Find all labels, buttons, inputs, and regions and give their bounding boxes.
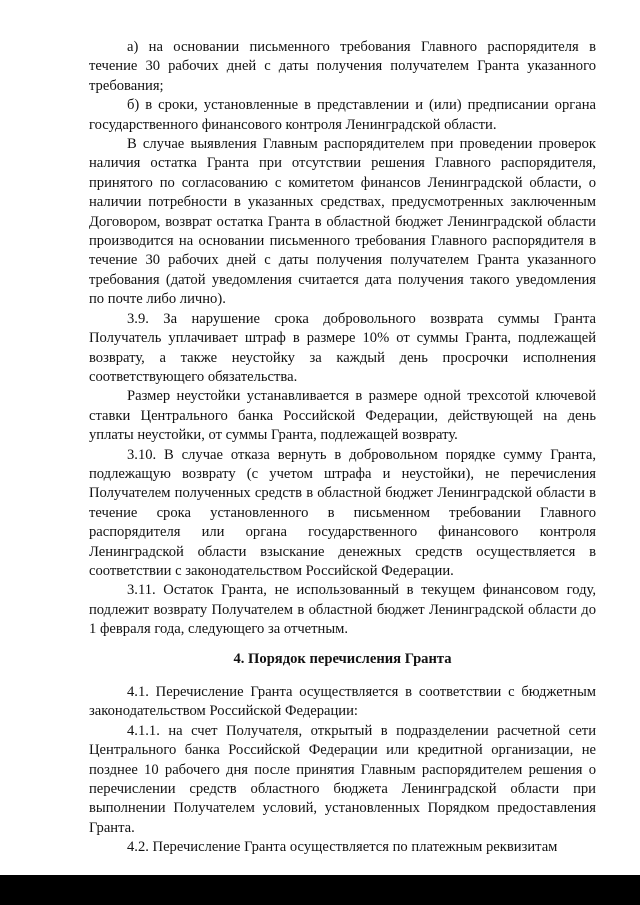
paragraph-4-1: 4.1. Перечисление Гранта осуществляется в соответствии с бюджетным законодательством Российской Федерации:	[89, 684, 596, 720]
document-body	[89, 38, 596, 858]
section-heading: 4. Порядок перечисления Гранта	[233, 650, 452, 667]
paragraph-4-1-1: 4.1.1. на счет Получателя, открытый в подразделении расчетной сети Центрального банка Российской Федерации или кредитной организации, не позднее 10 рабочего дня после принятия Главным распорядителем решения о перечислении средств областного бюджета Ленинградской области при выполнении Получателем условий, установленных Порядком предоставления Гранта.	[89, 722, 596, 836]
paragraph-4-2: 4.2. Перечисление Гранта осуществляется по платежным реквизитам	[127, 839, 558, 856]
paragraph-3-8-b: б) в сроки, установленные в представлении и (или) предписании органа государственного финансового контроля Ленинградской области.	[89, 97, 596, 133]
paragraph-penalty-size: Размер неустойки устанавливается в размере одной трехсотой ключевой ставки Центрального банка Российской Федерации, действующей на день уплаты неустойки, от суммы Гранта, подлежащей возврату.	[89, 388, 596, 444]
paragraph-3-8-a: а) на основании письменного требования Главного распорядителя в течение 30 рабочих дней с даты получения получателем Гранта указанного требования;	[89, 39, 596, 94]
scan-bottom-border	[0, 875, 640, 905]
paragraph-3-10: 3.10. В случае отказа вернуть в добровольном порядке сумму Гранта, подлежащую возврату (с учетом штрафа и неустойки), не перечисления Получателем полученных средств в областной бюджет Ленинградской области в течение срока установленного в письменном требовании Главного распорядителя или органа государственного финансового контроля Ленинградской области взыскание денежных средств осуществляется в соответствии с законодательством Российской Федерации.	[89, 446, 596, 579]
paragraph-3-9: 3.9. За нарушение срока добровольного возврата суммы Гранта Получатель уплачивает штраф в размере 10% от суммы Гранта, подлежащей возврату, а также неустойку за каждый день просрочки исполнения соответствующего обязательства.	[89, 310, 596, 385]
paragraph-remainder-detection: В случае выявления Главным распорядителем при проведении проверок наличия остатка Гранта при отсутствии решения Главного распорядителя, принятого по согласованию с комитетом финансов Ленинградской области, о наличии потребности в указанных средствах, предусмотренных заключенным Договором, возврат остатка Гранта в областной бюджет Ленинградской области производится на основании письменного требования Главного распорядителя в течение 30 рабочих дней с даты получения получателем Гранта указанного требования (датой уведомления считается дата получения такого уведомления по почте либо лично).	[89, 136, 596, 308]
paragraph-3-11: 3.11. Остаток Гранта, не использованный в текущем финансовом году, подлежит возврату Получателем в областной бюджет Ленинградской области до 1 февраля года, следующего за отчетным.	[89, 582, 596, 638]
